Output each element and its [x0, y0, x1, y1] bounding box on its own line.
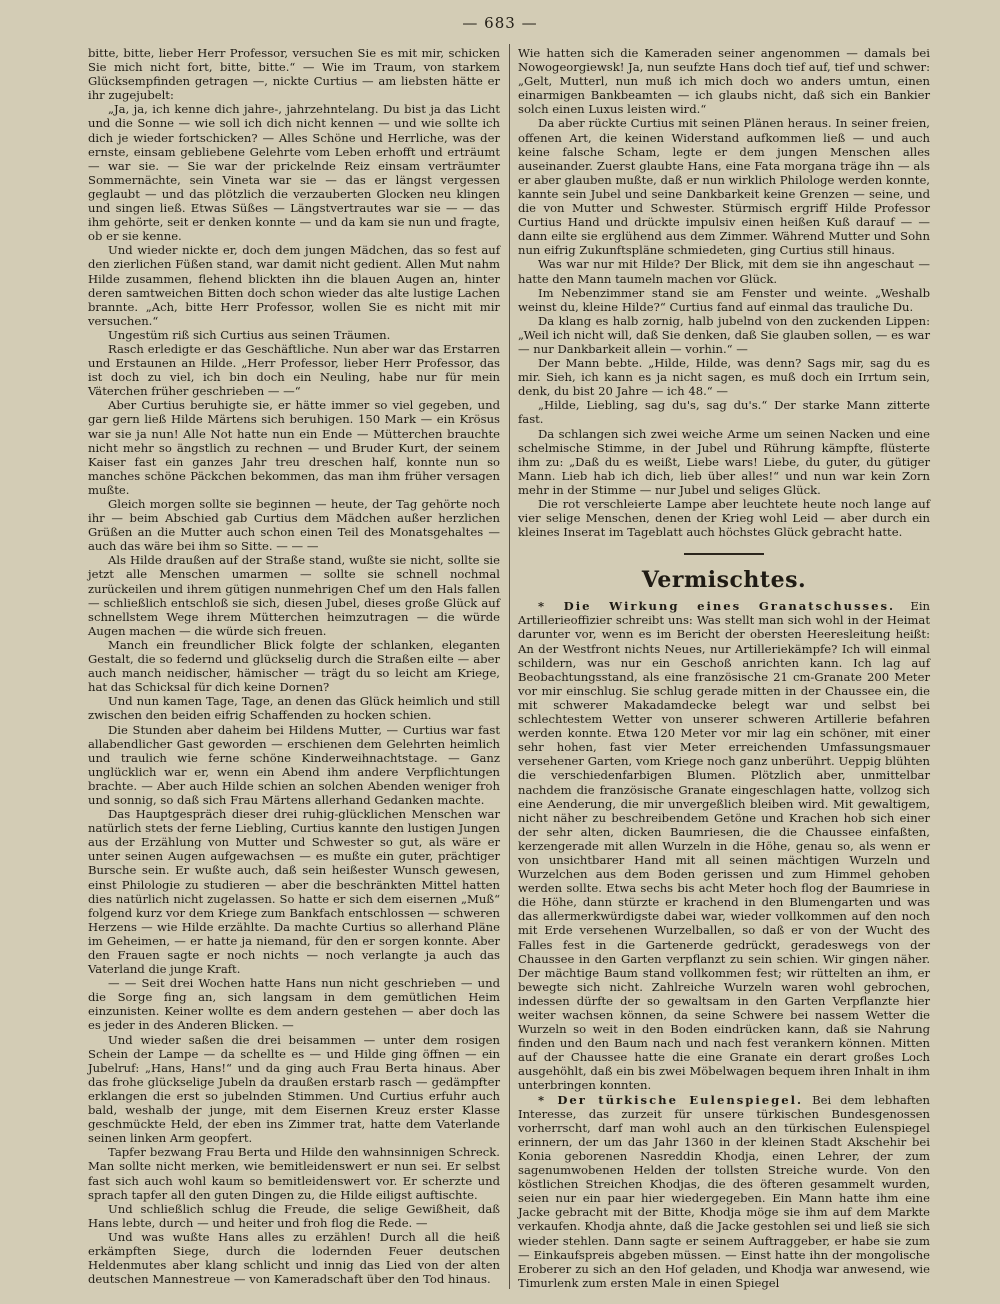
- paragraph: Und nun kamen Tage, Tage, an denen das Glück heimlich und still zwischen den beiden eifrig Schaffenden zu hocken schien.: [88, 694, 500, 723]
- paragraph: Und was wußte Hans alles zu erzählen! Durch all die heiß erkämpften Siege, durch die lodernden Feuer deutschen Heldenmutes aber klang schlicht und innig das Lied von der alten deutschen Mannestreue — von Kameradschaft über den Tod hinaus.: [88, 1229, 500, 1287]
- paragraph: Gleich morgen sollte sie beginnen — heute, der Tag gehörte noch ihr — beim Abschied gab Curtius dem Mädchen außer herzlichen Grüßen an die Mutter auch schon einen Teil des Monatsgehaltes — auch das wäre bei ihm so Sitte. — — —: [88, 497, 500, 554]
- paragraph: bitte, bitte, lieber Herr Professor, versuchen Sie es mit mir, schicken Sie mich nicht fort, bitte, bitte.“ — Wie im Traum, von starkem Glücksempfinden getragen —, nickte Curtius — am liebsten hätte er ihr zugejubelt:: [88, 46, 500, 103]
- news-item: [518, 599, 930, 1092]
- paragraph: Was war nur mit Hilde? Der Blick, mit dem sie ihn angeschaut — hatte den Mann taumeln machen vor Glück.: [518, 257, 930, 286]
- column-divider: [509, 44, 510, 1289]
- news-item-text: Ein Artillerieoffizier schreibt uns: Was stellt man sich wohl in der Heimat darunter vor, wenn es im Bericht der obersten Heeresleitung heißt: An der Westfront nichts Neues, nur Artilleriekämpfe? Ich will einmal schildern, was nur ein Geschoß anrichten kann. Ich lag auf Beobachtungsstand, als eine französische 21 cm-Granate 200 Meter vor mir einschlug. Sie schlug gerade mitten in der Chaussee ein, die mit schwerer Makadamdecke belegt war und selbst bei schlechtestem Wetter von unserer schweren Artillerie befahren werden konnte. Etwa 120 Meter vor mir lag ein schöner, mit einer sehr hohen, fast vier Meter erreichenden Umfassungsmauer versehener Garten, vom Kriege noch ganz unberührt. Ueppig blühten die verschiedenfarbigen Blumen. Plötzlich aber, unmittelbar nachdem die französische Granate eingeschlagen hatte, vollzog sich eine Aenderung, die mir unvergeßlich bleiben wird. Mit gewaltigem, nicht näher zu beschreibendem Getöne und Krachen hob sich einer der sehr alten, dicken Baumriesen, die die Chaussee einfaßten, kerzengerade mit allen Wurzeln in die Höhe, genau so, als wenn er von unsichtbarer Hand mit all seinen mächtigen Wurzeln und Wurzelchen aus dem Boden gerissen und zum Himmel gehoben werden sollte. Etwa sechs bis acht Meter hoch flog der Baumriese in die Höhe, dann stürzte er krachend in den Blumengarten und was das allermerkwürdigste dabei war, wieder vollkommen auf den noch mit Erde versehenen Wurzelballen, so daß er von der Wucht des Falles fest in die Gartenerde gedrückt, geradeswegs von der Chaussee in den Garten verpflanzt zu sein schien. Wir gingen näher. Der mächtige Baum stand vollkommen fest; wir rüttelten an ihm, er bewegte sich nicht. Zahlreiche Wurzeln waren wohl gebrochen, indessen dürfte der so gewaltsam in den Garten Verpflanzte hier weiter wachsen können, da seine Schwere bei nassem Wetter die Wurzeln so weit in den Boden eindrücken kann, daß sie Nahrung finden und den Baum nach und nach fest verankern können. Mitten auf der Chaussee hatte die eine Granate ein derart großes Loch ausgehöhlt, daß ein bis zwei Möbelwagen bequem ihren Inhalt in ihm unterbringen konnten.: [518, 599, 930, 1093]
- paragraph: Der Mann bebte. „Hilde, Hilde, was denn? Sags mir, sag du es mir. Sieh, ich kann es ja nicht sagen, es muß doch ein Irrtum sein, denk, du bist 20 Jahre — ich 48.“ —: [518, 356, 930, 399]
- news-item: [518, 1093, 930, 1290]
- story-continuation: [518, 46, 930, 539]
- paragraph: „Hilde, Liebling, sag du's, sag du's.“ Der starke Mann zitterte fast.: [518, 398, 930, 427]
- paragraph: Aber Curtius beruhigte sie, er hätte immer so viel gegeben, und gar gern ließ Hilde Märtens sich beruhigen. 150 Mark — ein Krösus war sie ja nun! Alle Not hatte nun ein Ende — Mütterchen brauchte nicht mehr so ängstlich zu rechnen — und Bruder Kurt, der seinem Kaiser fast ein ganzes Jahr treu dreschen half, konnte nun so manches schöne Päckchen bekommen, das man ihm früher versagen mußte.: [88, 398, 500, 497]
- right-column: [518, 46, 930, 1290]
- section-divider: [684, 553, 764, 555]
- paragraph: Rasch erledigte er das Geschäftliche. Nun aber war das Erstarren und Erstaunen an Hilde. „Herr Professor, lieber Herr Professor, das ist doch zu viel, ich bin doch ein Neuling, habe nur für mein Väterchen früher geschrieben — —“: [88, 341, 500, 399]
- news-item-heading: * Der türkische Eulenspiegel.: [538, 1092, 804, 1107]
- paragraph: Die rot verschleierte Lampe aber leuchtete heute noch lange auf vier selige Menschen, denen der Krieg wohl Leid — aber durch ein kleines Inserat im Tageblatt auch höchstes Glück gebracht hatte.: [518, 497, 930, 540]
- paragraph: Und schließlich schlug die Freude, die selige Gewißheit, daß Hans lebte, durch — und heiter und froh flog die Rede. —: [88, 1201, 500, 1230]
- section-items: [518, 599, 930, 1290]
- paragraph: Da aber rückte Curtius mit seinen Plänen heraus. In seiner freien, offenen Art, die keinen Widerstand aufkommen ließ — und auch keine falsche Scham, legte er dem jungen Menschen alles auseinander. Zuerst glaubte Hans, eine Fata morgana träge ihn — als er aber glauben mußte, daß er nun wirklich Philologe werden konnte, kannte sein Jubel und seine Dankbarkeit keine Grenzen — seine, und die von Mutter und Schwester. Stürmisch ergriff Hilde Professor Curtius Hand und drückte impulsiv einen heißen Kuß darauf — — dann eilte sie erglühend aus dem Zimmer. Während Mutter und Sohn nun eifrig Zukunftspläne schmiedeten, ging Curtius still hinaus.: [518, 116, 930, 258]
- paragraph: Wie hatten sich die Kameraden seiner angenommen — damals bei Nowogeorgiewsk! Ja, nun seufzte Hans doch tief auf, tief und schwer: „Gelt, Mutterl, nun muß ich mich doch wo anders umtun, einen einarmigen Bankbeamten — ich glaubs nicht, daß sich ein Bankier solch einen Luxus leisten wird.“: [518, 46, 930, 117]
- news-item-text: Bei dem lebhaften Interesse, das zurzeit für unsere türkischen Bundesgenossen vorherrscht, darf man wohl auch an den türkischen Eulenspiegel erinnern, der um das Jahr 1360 in der kleinen Stadt Akschehir bei Konia geborenen Nasreddin Khodja, einen Lehrer, der zum sagenumwobenen Helden der tollsten Streiche wurde. Von den köstlichen Streichen Khodjas, die des öfteren gesammelt wurden, seien nur ein paar hier wiedergegeben. Ein Mann hatte ihm eine Jacke gebracht mit der Bitte, Khodja möge sie ihm auf dem Markte verkaufen. Khodja ahnte, daß die Jacke gestohlen sei und ließ sie sich wieder stehlen. Dann sagte er seinem Auftraggeber, er habe sie zum — Einkaufspreis abgeben müssen. — Einst hatte ihn der mongolische Eroberer zu sich an den Hof geladen, und Khodja war anwesend, wie Timurlenk zum ersten Male in einen Spiegel: [518, 1092, 931, 1290]
- paragraph: Das Hauptgespräch dieser drei ruhig-glücklichen Menschen war natürlich stets der ferne Liebling, Curtius kannte den lustigen Jungen aus der Erzählung von Mutter und Schwester so gut, als wäre er unter seinen Augen aufgewachsen — es mußte ein guter, prächtiger Bursche sein. Er wußte auch, daß sein heißester Wunsch gewesen, einst Philologie zu studieren — aber die beschränkten Mittel hatten dies natürlich nicht zugelassen. So hatte er sich dem eisernen „Muß“ folgend kurz vor dem Kriege zum Bankfach entschlossen — schweren Herzens — wie Hilde erzählte. Da machte Curtius so allerhand Pläne im Geheimen, — er hatte ja niemand, für den er sorgen konnte. Aber den Frauen sagte er noch nichts — noch verlangte ja auch das Vaterland die junge Kraft.: [88, 807, 500, 977]
- paragraph: Tapfer bezwang Frau Berta und Hilde den wahnsinnigen Schreck. Man sollte nicht merken, wie bemitleidenswert er nun sei. Er selbst fast sich auch wohl kaum so bemitleidenswert vor. Er scherzte und sprach tapfer all den guten Dingen zu, die Hilde eiligst auftischte.: [88, 1145, 500, 1202]
- page-number: — 683 —: [462, 14, 538, 32]
- paragraph: Da schlangen sich zwei weiche Arme um seinen Nacken und eine schelmische Stimme, in der Jubel und Rührung kämpfte, flüsterte ihm zu: „Daß du es weißt, Liebe wars! Liebe, du guter, du gütiger Mann. Lieb hab ich dich, lieb über alles!“ und nun war kein Zorn mehr in der Stimme — nur Jubel und seliges Glück.: [518, 426, 930, 497]
- paragraph: Und wieder saßen die drei beisammen — unter dem rosigen Schein der Lampe — da schellte es — und Hilde ging öffnen — ein Jubelruf: „Hans, Hans!“ und da ging auch Frau Berta hinaus. Aber das frohe glückselige Jubeln da draußen erstarb rasch — gedämpfter erklangen die erst so jubelnden Stimmen. Und Curtius erfuhr auch bald, weshalb der junge, mit dem Eisernen Kreuz erster Klasse geschmückte Held, der eben ins Zimmer trat, hatte dem Vaterlande seinen linken Arm geopfert.: [88, 1032, 500, 1146]
- left-column: [88, 46, 500, 1286]
- news-item-heading: * Die Wirkung eines Granatschusses.: [538, 599, 896, 614]
- paragraph: — — Seit drei Wochen hatte Hans nun nicht geschrieben — und die Sorge fing an, sich langsam in dem gemütlichen Heim einzunisten. Keiner wollte es dem andern gestehen — aber doch las es jeder in des Anderen Blicken. —: [88, 976, 500, 1033]
- paragraph: Im Nebenzimmer stand sie am Fenster und weinte. „Weshalb weinst du, kleine Hilde?“ Curtius fand auf einmal das trauliche Du.: [518, 285, 930, 314]
- paragraph: Die Stunden aber daheim bei Hildens Mutter, — Curtius war fast allabendlicher Gast geworden — erschienen dem Gelehrten heimlich und traulich wie ferne schöne Kinderweihnachtstage. — Ganz unglücklich war er, wenn ein Abend ihm andere Verpflichtungen brachte. — Aber auch Hilde schien an solchen Abenden weniger froh und sonnig, so daß sich Frau Märtens allerhand Gedanken machte.: [88, 722, 500, 807]
- section-title: Vermischtes.: [641, 567, 807, 594]
- paragraph: Da klang es halb zornig, halb jubelnd von den zuckenden Lippen: „Weil ich nicht will, daß Sie denken, daß Sie glauben sollen, — es war — nur Dankbarkeit allein — vorhin.“ —: [518, 313, 930, 356]
- paragraph: Manch ein freundlicher Blick folgte der schlanken, eleganten Gestalt, die so federnd und glückselig durch die Straßen eilte — aber auch manch neidischer, hämischer — trägt du so leicht am Kriege, hat das Schicksal für dich keine Dornen?: [88, 637, 500, 695]
- paragraph: „Ja, ja, ich kenne dich jahre-, jahrzehntelang. Du bist ja das Licht und die Sonne — wie soll ich dich nicht kennen — und wie sollte ich dich je wieder fortschicken? — Alles Schöne und Herrliche, was der ernste, einsam gebliebene Gelehrte vom Leben erhofft und erträumt — war sie. — Sie war der prickelnde Reiz einsam verträumter Sommernächte, sein Vineta war sie — das er längst vergessen geglaubt — und das plötzlich die verzauberten Glocken neu klingen und singen ließ. Etwas Süßes — Längstvertrautes war sie — — das ihm gehörte, seit er denken konnte — und da kam sie nun und fragte, ob er sie kenne.: [88, 102, 500, 244]
- paragraph: Ungestüm riß sich Curtius aus seinen Träumen.: [108, 327, 391, 342]
- paragraph: Als Hilde draußen auf der Straße stand, wußte sie nicht, sollte sie jetzt alle Menschen umarmen — sollte sie schnell nochmal zurückeilen und ihrem gütigen nunmehrigen Chef um den Hals fallen — schließlich entschloß sie sich, diesen Jubel, dieses große Glück auf schnellstem Wege ihrem Mütterchen heimzutragen — die würde Augen machen — die würde sich freuen.: [88, 553, 500, 638]
- paragraph: Und wieder nickte er, doch dem jungen Mädchen, das so fest auf den zierlichen Füßen stand, war damit nicht gedient. Allen Mut nahm Hilde zusammen, flehend blickten ihn die blauen Augen an, hinter deren samtweichen Bitten doch schon wieder das alte lustige Lachen brannte. „Ach, bitte Herr Professor, wollen Sie es nicht mit mir versuchen.“: [88, 243, 500, 328]
